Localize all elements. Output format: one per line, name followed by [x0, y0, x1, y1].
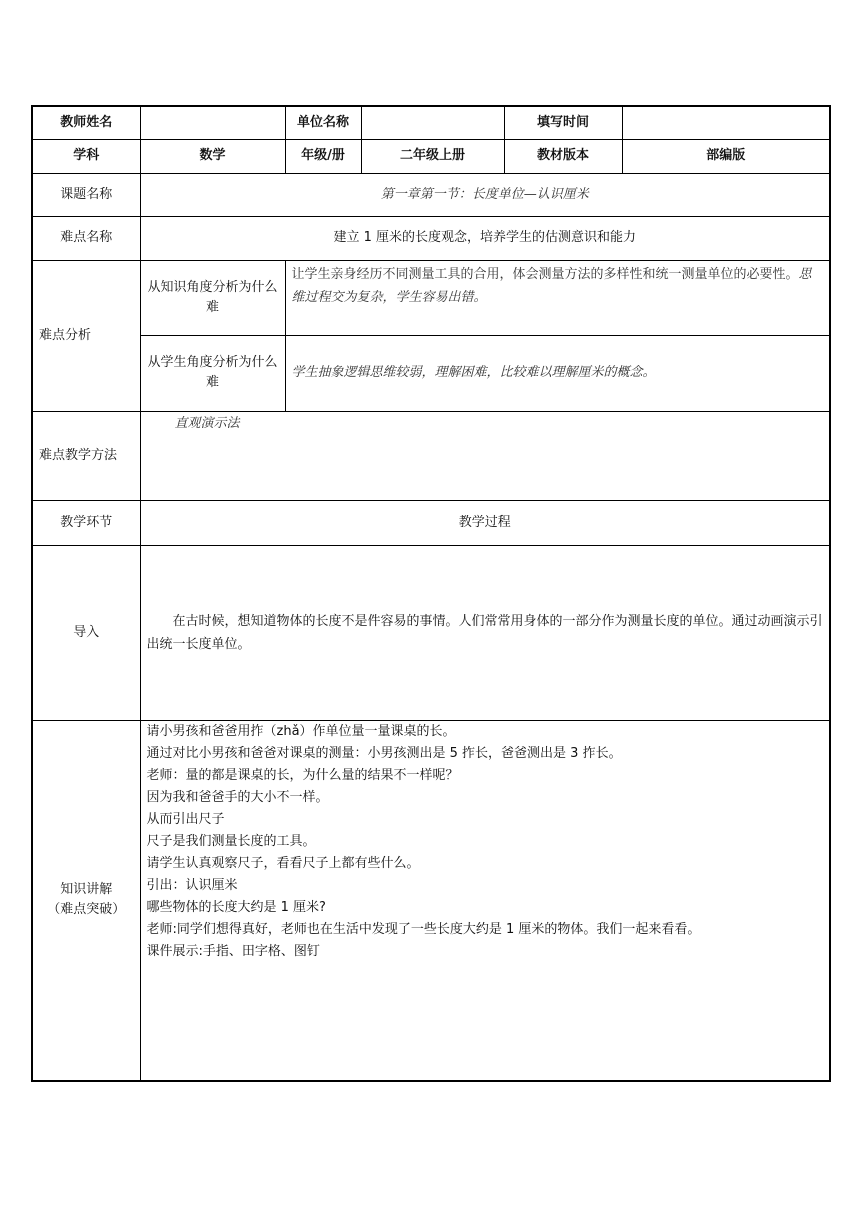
fill-date-value [622, 106, 830, 139]
subject-value: 数学 [140, 139, 285, 173]
knowledge-angle-label: 从知识角度分析为什么难 [140, 260, 285, 335]
knowledge-angle-text-b: 思维过程交为复杂，学生容易出错。 [291, 266, 812, 305]
teacher-name-label: 教师姓名 [32, 106, 140, 139]
intro-text-cell [140, 545, 830, 720]
topic-value: 第一章第一节：长度单位—认识厘米 [140, 173, 830, 216]
subject-row [32, 139, 830, 173]
lesson-plan-page [31, 105, 829, 1082]
analysis-student-row [32, 335, 830, 411]
knowledge-row [32, 720, 830, 1081]
analysis-knowledge-row [32, 260, 830, 335]
knowledge-line: 老师：量的都是课桌的长，为什么量的结果不一样呢？ [146, 767, 459, 783]
difficulty-label: 难点名称 [32, 216, 140, 260]
knowledge-line: 通过对比小男孩和爸爸对课桌的测量：小男孩测出是 5 拃长，爸爸测出是 3 拃长。 [146, 745, 622, 761]
edition-label: 教材版本 [504, 139, 622, 173]
method-value-text: 直观演示法 [174, 415, 240, 431]
intro-text: 在古时候，想知道物体的长度不是件容易的事情。人们常常用身体的一部分作为测量长度的单位。通过动画演示引出统一长度单位。 [146, 613, 823, 652]
knowledge-angle-text-a: 让学生亲身经历不同测量工具的合用，体会测量方法的多样性和统一测量单位的必要性。 [291, 266, 799, 282]
knowledge-line: 因为我和爸爸手的大小不一样。 [146, 789, 329, 805]
knowledge-content [140, 720, 830, 1081]
knowledge-line: 请学生认真观察尺子，看看尺子上都有些什么。 [146, 855, 420, 871]
analysis-label: 难点分析 [32, 260, 140, 411]
difficulty-row [32, 216, 830, 260]
knowledge-label-line1: 知识讲解 [60, 882, 113, 898]
knowledge-line: 课件展示:手指、田字格、图钉 [146, 943, 320, 959]
edition-value: 部编版 [622, 139, 830, 173]
process-stage-label: 教学环节 [32, 500, 140, 545]
topic-label: 课题名称 [32, 173, 140, 216]
knowledge-line: 从而引出尺子 [146, 811, 225, 827]
method-value [140, 411, 830, 500]
topic-row [32, 173, 830, 216]
intro-row [32, 545, 830, 720]
difficulty-value: 建立 1 厘米的长度观念，培养学生的估测意识和能力 [140, 216, 830, 260]
unit-name-label: 单位名称 [285, 106, 361, 139]
method-label: 难点教学方法 [32, 411, 140, 500]
knowledge-label [32, 720, 140, 1081]
knowledge-line: 请小男孩和爸爸用拃（zhǎ）作单位量一量课桌的长。 [146, 723, 456, 739]
knowledge-line: 尺子是我们测量长度的工具。 [146, 833, 316, 849]
knowledge-line: 引出：认识厘米 [146, 877, 238, 893]
grade-value: 二年级上册 [361, 139, 504, 173]
header-row [32, 106, 830, 139]
fill-date-label: 填写时间 [504, 106, 622, 139]
grade-label: 年级/册 [285, 139, 361, 173]
student-angle-label: 从学生角度分析为什么难 [140, 335, 285, 411]
knowledge-angle-text [285, 260, 830, 335]
process-header-row [32, 500, 830, 545]
intro-label: 导入 [32, 545, 140, 720]
knowledge-line: 老师:同学们想得真好，老师也在生活中发现了一些长度大约是 1 厘米的物体。我们一起来看看。 [146, 921, 701, 937]
student-angle-text: 学生抽象逻辑思维较弱，理解困难，比较难以理解厘米的概念。 [285, 335, 830, 411]
teacher-name-value [140, 106, 285, 139]
knowledge-line: 哪些物体的长度大约是 1 厘米? [146, 899, 326, 915]
lesson-plan-table [31, 105, 831, 1082]
process-label: 教学过程 [140, 500, 830, 545]
method-row [32, 411, 830, 500]
subject-label: 学科 [32, 139, 140, 173]
unit-name-value [361, 106, 504, 139]
knowledge-label-line2: （难点突破） [47, 902, 126, 918]
